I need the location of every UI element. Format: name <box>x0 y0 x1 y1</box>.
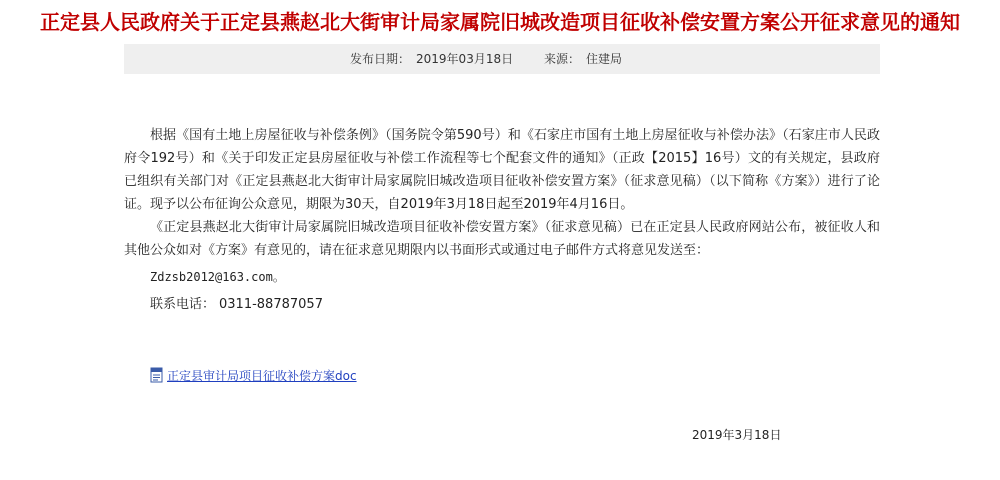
attachment-label: 正定县审计局项目征收补偿方案doc <box>167 368 357 383</box>
attachment-link[interactable] <box>150 366 357 384</box>
contact-phone <box>150 294 880 316</box>
phone-value: 0311-88787057 <box>219 297 323 312</box>
source <box>544 44 622 74</box>
paragraph-1: 根据《国有土地上房屋征收与补偿条例》（国务院令第590号）和《石家庄市国有土地上房屋征收与补偿办法》（石家庄市人民政府令192号）和《关于印发正定县房屋征收与补偿工作流程等七个配套文件的通知》（正政【2015】16号）文的有关规定，县政府已组织有关部门对《正定县燕赵北大街审计局家属院旧城改造项目征收补偿安置方案》（征求意见稿）（以下简称《方案》）进行了论证。现予以公布征询公众意见，期限为30天，自2019年3月18日起至2019年4月16日。 <box>124 128 880 212</box>
source-value: 住建局 <box>586 52 623 66</box>
page-title: 正定县人民政府关于正定县燕赵北大街审计局家属院旧城改造项目征收补偿安置方案公开征求意见的通知 <box>40 10 960 34</box>
email-address: Zdzsb2012@163.com。 <box>150 270 285 284</box>
signature-date: 2019年3月18日 <box>692 428 782 442</box>
word-document-icon <box>150 367 164 383</box>
phone-label: 联系电话： <box>150 297 216 312</box>
publish-date-label: 发布日期： <box>350 52 411 66</box>
article-body <box>124 124 880 316</box>
publish-date-value: 2019年03月18日 <box>416 52 514 66</box>
publish-date <box>350 44 513 74</box>
paragraph-2: 《正定县燕赵北大街审计局家属院旧城改造项目征收补偿安置方案》（征求意见稿）已在正定县人民政府网站公布，被征收人和其他公众如对《方案》有意见的，请在征求意见期限内以书面形式或通过电子邮件方式将意见发送至： <box>124 220 880 258</box>
source-label: 来源： <box>544 52 581 66</box>
meta-bar <box>124 44 880 74</box>
